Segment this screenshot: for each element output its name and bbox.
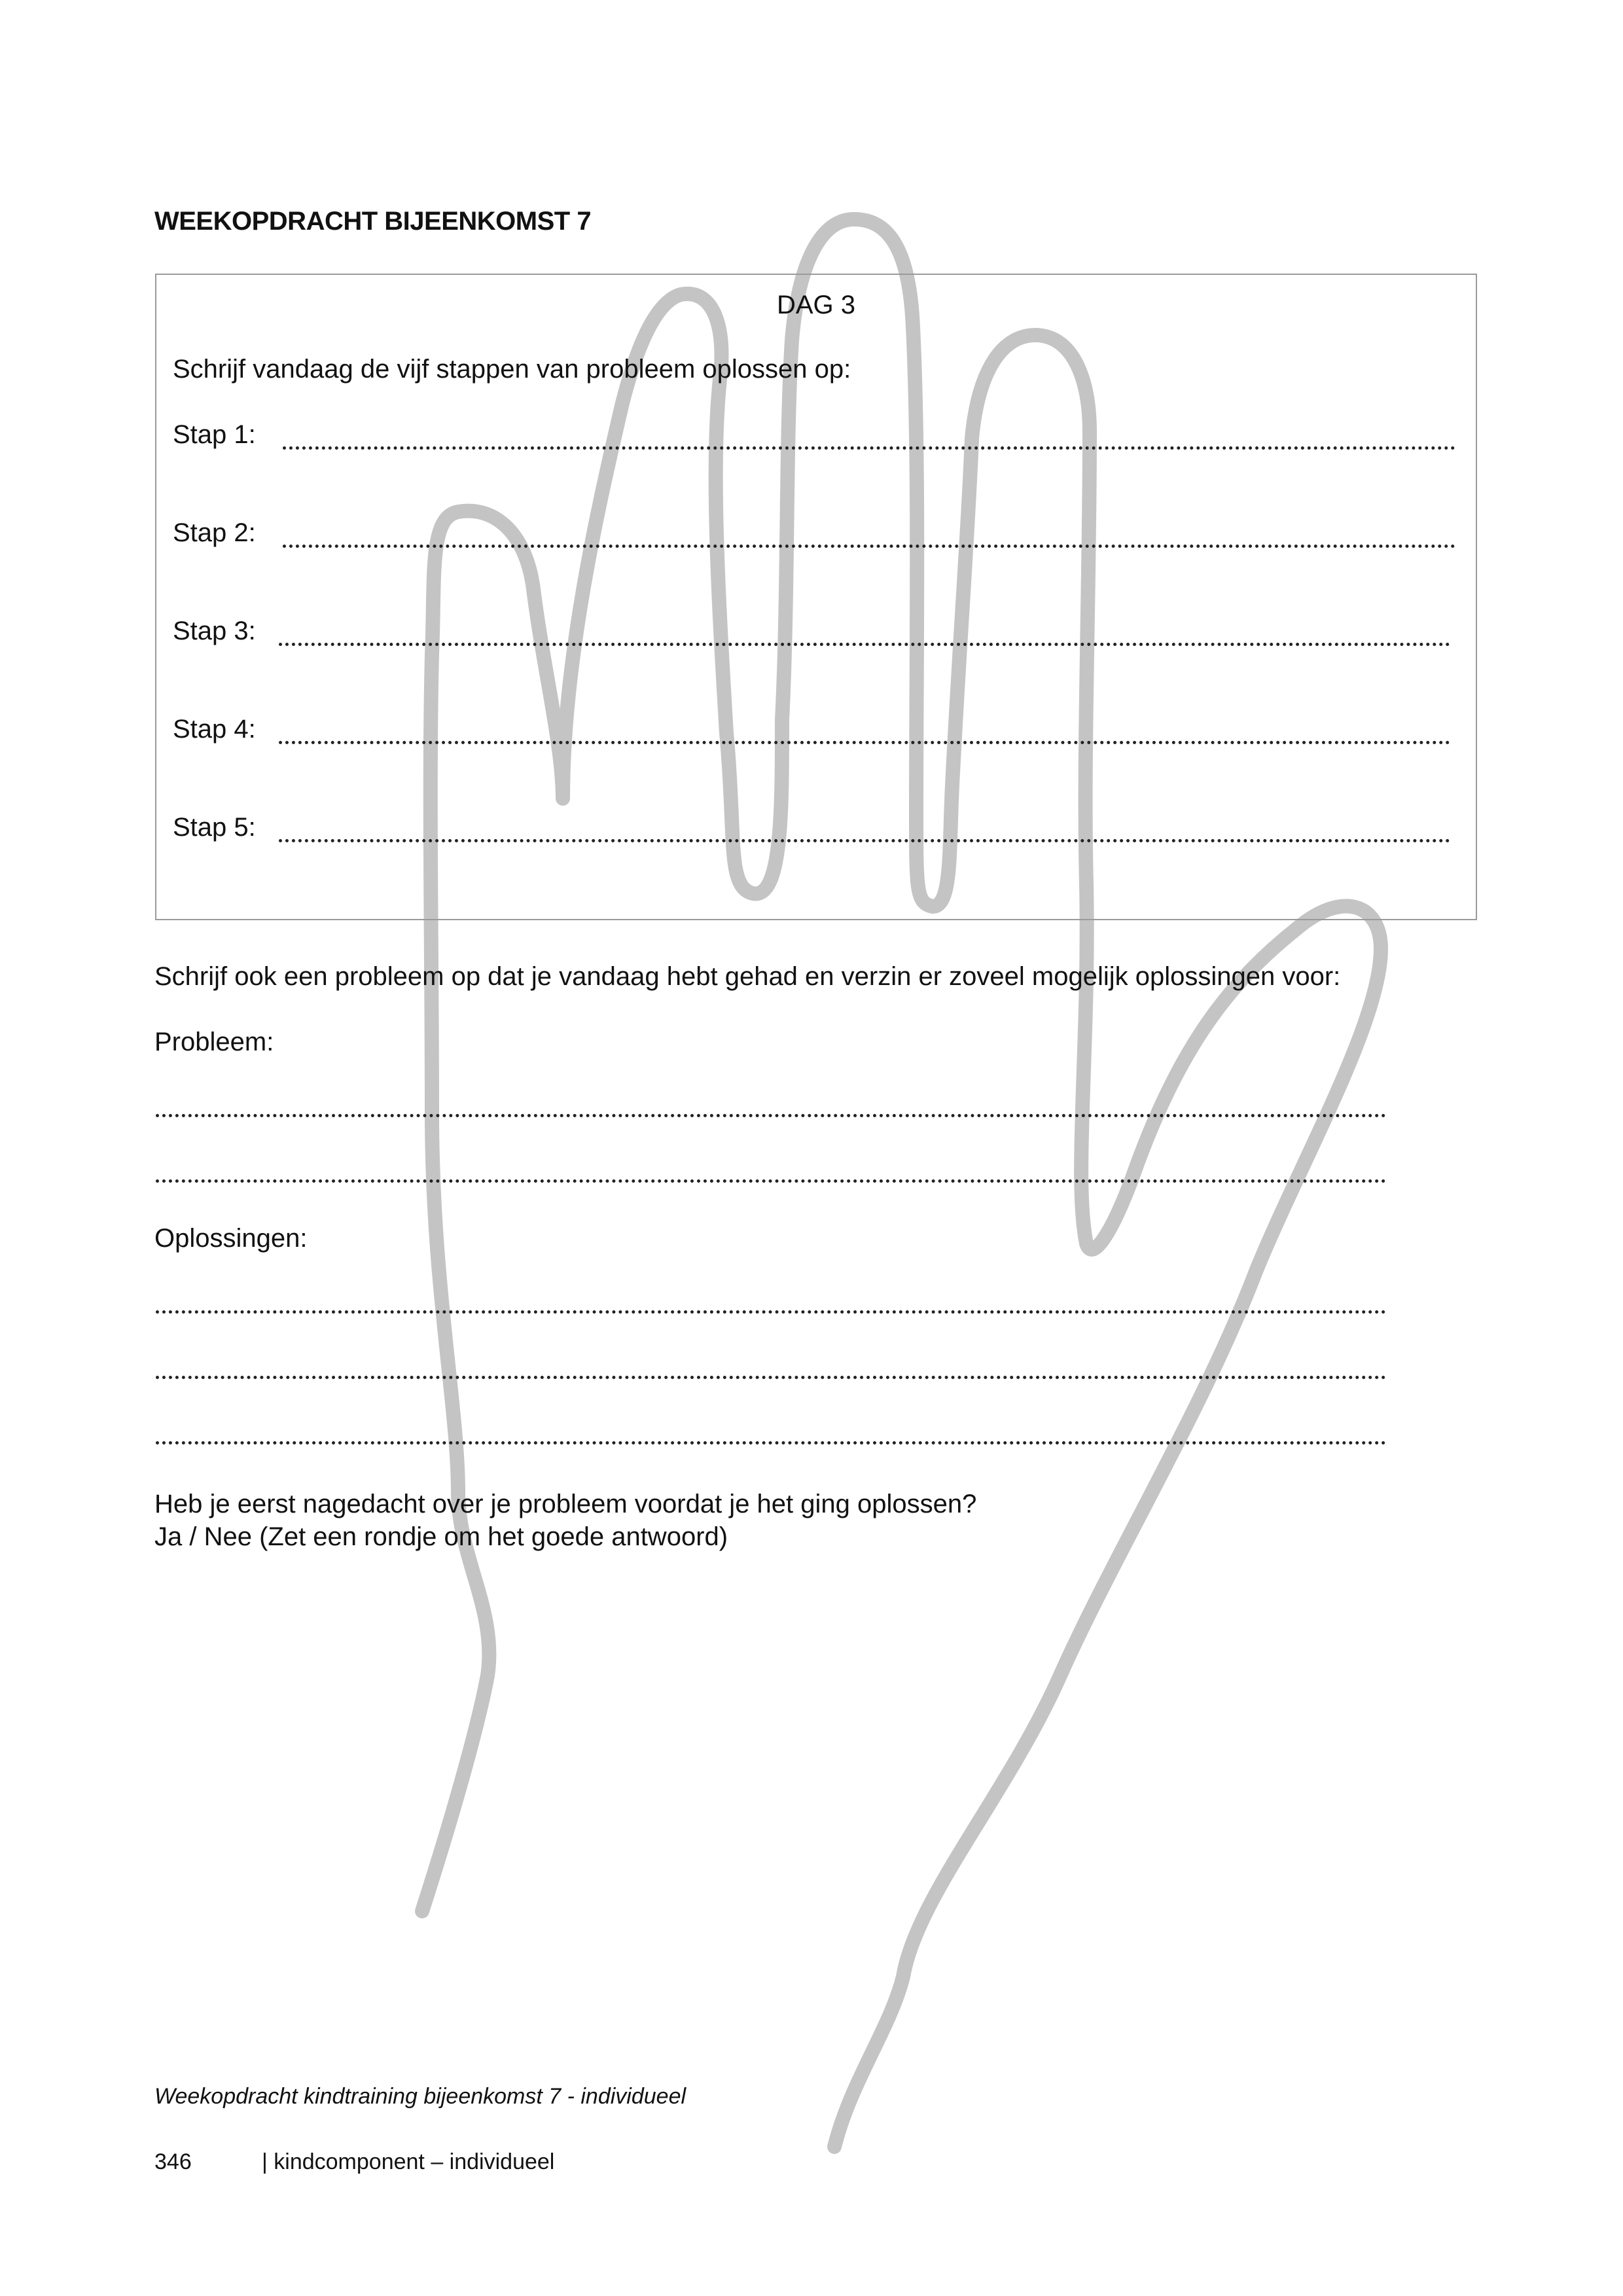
solutions-answer-line-3[interactable]	[156, 1441, 1386, 1444]
step-label: Stap 5:	[173, 813, 256, 842]
task-instruction: Schrijf ook een probleem op dat je vandaag hebt gehad en verzin er zoveel mogelijk oplossingen voor:	[154, 962, 1341, 991]
step-answer-line[interactable]	[279, 839, 1450, 842]
step-answer-line[interactable]	[279, 741, 1450, 744]
step-row-4	[173, 715, 1455, 754]
reflection-question: Heb je eerst nagedacht over je probleem voordat je het ging oplossen?	[154, 1490, 977, 1518]
step-answer-line[interactable]	[283, 446, 1455, 450]
footer-section: | kindcomponent – individueel	[262, 2149, 555, 2174]
answer-hint: Ja / Nee (Zet een rondje om het goede antwoord)	[154, 1522, 728, 1551]
step-row-3	[173, 617, 1455, 656]
box-instruction: Schrijf vandaag de vijf stappen van probleem oplossen op:	[173, 355, 851, 384]
step-row-5	[173, 813, 1455, 852]
page-heading: WEEKOPDRACHT BIJEENKOMST 7	[154, 207, 592, 236]
step-label: Stap 3:	[173, 617, 256, 645]
solutions-answer-line-2[interactable]	[156, 1376, 1386, 1379]
step-label: Stap 2:	[173, 518, 256, 547]
solutions-answer-line-1[interactable]	[156, 1310, 1386, 1314]
solutions-label: Oplossingen:	[154, 1224, 308, 1253]
step-answer-line[interactable]	[279, 643, 1450, 646]
box-title: DAG 3	[776, 291, 856, 319]
day-3-box	[155, 274, 1477, 920]
problem-label: Probleem:	[154, 1028, 274, 1056]
step-answer-line[interactable]	[283, 545, 1455, 548]
step-label: Stap 1:	[173, 420, 256, 449]
problem-answer-line-2[interactable]	[156, 1179, 1386, 1183]
problem-answer-line-1[interactable]	[156, 1114, 1386, 1117]
step-row-2	[173, 518, 1455, 558]
page-number: 346	[154, 2149, 192, 2174]
step-row-1	[173, 420, 1455, 459]
footer-title: Weekopdracht kindtraining bijeenkomst 7 - individueel	[154, 2084, 687, 2109]
step-label: Stap 4:	[173, 715, 256, 744]
